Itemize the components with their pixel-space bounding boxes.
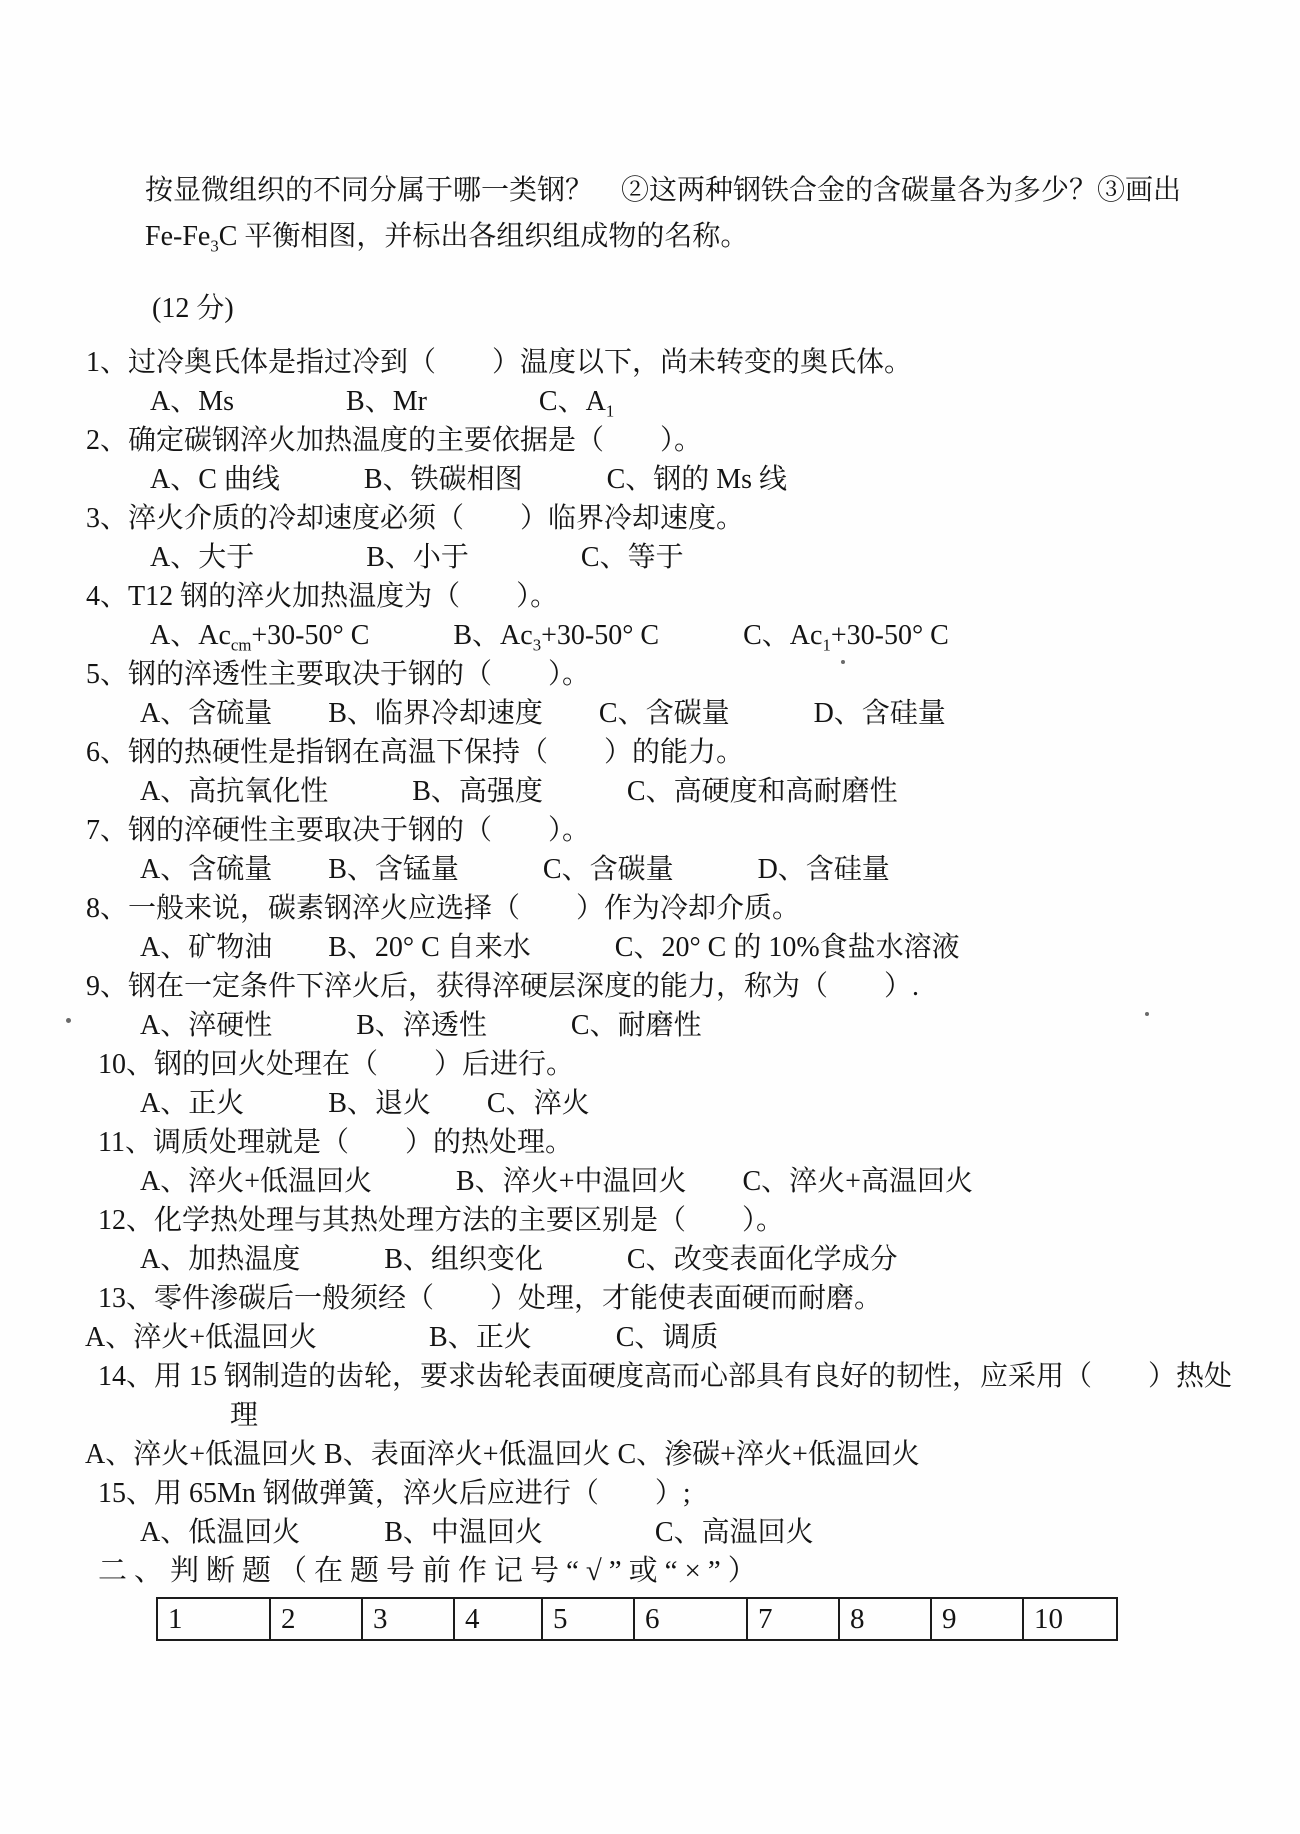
intro-paragraph bbox=[0, 168, 1300, 260]
section2-title: 二、判断题（在题号前作记号“√”或“×”） bbox=[98, 1555, 764, 1587]
scan-speck bbox=[1145, 1012, 1149, 1016]
judge-cell-6: 6 bbox=[635, 1599, 748, 1639]
question-8-stem: 8、一般来说，碳素钢淬火应选择（ ）作为冷却介质。 bbox=[86, 893, 801, 924]
question-8 bbox=[0, 889, 1300, 967]
question-7 bbox=[0, 811, 1300, 889]
judge-cell-7: 7 bbox=[748, 1599, 840, 1639]
question-12-options: A、加热温度 B、组织变化 C、改变表面化学成分 bbox=[140, 1244, 898, 1275]
question-12 bbox=[0, 1201, 1300, 1279]
question-4 bbox=[0, 577, 1300, 655]
judge-cell-10: 10 bbox=[1034, 1603, 1063, 1635]
intro-line-2: $Fe-Fe_3C$ 平衡相图，并标出各组织组成物的名称。 bbox=[145, 221, 749, 256]
question-3-stem: 3、淬火介质的冷却速度必须（ ）临界冷却速度。 bbox=[86, 503, 745, 534]
judge-cell-2: 2 bbox=[271, 1599, 363, 1639]
question-5-stem: 5、钢的淬透性主要取决于钢的（ ）。 bbox=[86, 659, 591, 690]
question-2 bbox=[0, 421, 1300, 499]
judge-cell-1: 1 bbox=[158, 1599, 271, 1639]
question-13 bbox=[0, 1279, 1300, 1357]
question-7-stem: 7、钢的淬硬性主要取决于钢的（ ）。 bbox=[86, 815, 591, 846]
question-1-stem: 1、过冷奥氏体是指过冷到（ ）温度以下，尚未转变的奥氏体。 bbox=[86, 347, 913, 378]
question-13-stem: 13、零件渗碳后一般须经（ ）处理，才能使表面硬而耐磨。 bbox=[98, 1283, 883, 1314]
question-6-stem: 6、钢的热硬性是指钢在高温下保持（ ）的能力。 bbox=[86, 737, 745, 768]
question-3 bbox=[0, 499, 1300, 577]
question-1 bbox=[0, 343, 1300, 421]
question-14-stem-wrap: 理 bbox=[230, 1400, 259, 1431]
multiple-choice-section bbox=[0, 343, 1300, 1552]
scan-speck bbox=[66, 1018, 71, 1023]
judgement-answer-table bbox=[156, 1597, 1118, 1641]
judge-cell-9: 9 bbox=[932, 1599, 1024, 1639]
question-9-options: A、淬硬性 B、淬透性 C、耐磨性 bbox=[140, 1010, 702, 1041]
judge-cell-4: 4 bbox=[455, 1599, 543, 1639]
question-14-options: A、淬火+低温回火 B、表面淬火+低温回火 C、渗碳+淬火+低温回火 bbox=[85, 1439, 920, 1470]
question-5 bbox=[0, 655, 1300, 733]
question-10-options: A、正火 B、退火 C、淬火 bbox=[140, 1088, 590, 1119]
question-5-options: A、含硫量 B、临界冷却速度 C、含碳量 D、含硅量 bbox=[140, 698, 946, 729]
question-4-stem: 4、T12 钢的淬火加热温度为（ ）。 bbox=[86, 581, 559, 612]
question-12-stem: 12、化学热处理与其热处理方法的主要区别是（ ）。 bbox=[98, 1205, 785, 1236]
question-7-options: A、含硫量 B、含锰量 C、含碳量 D、含硅量 bbox=[140, 854, 890, 885]
question-11-stem: 11、调质处理就是（ ）的热处理。 bbox=[98, 1127, 573, 1158]
judge-cell-5: 5 bbox=[543, 1599, 635, 1639]
question-6 bbox=[0, 733, 1300, 811]
question-14 bbox=[0, 1357, 1300, 1474]
question-15-options: A、低温回火 B、中温回火 C、高温回火 bbox=[140, 1517, 814, 1548]
question-1-options: A、Ms B、Mr C、$A_1$ bbox=[150, 386, 615, 421]
question-10 bbox=[0, 1045, 1300, 1123]
question-4-options: A、$Ac_{cm}+30-50^\circ$ C B、$Ac_3+30-50^\circ$ C C、$Ac_1+30-50^\circ$ C bbox=[150, 620, 949, 655]
question-9-stem: 9、钢在一定条件下淬火后，获得淬硬层深度的能力，称为（ ）. bbox=[86, 971, 920, 1002]
judge-cell-3: 3 bbox=[363, 1599, 455, 1639]
question-2-options: A、C 曲线 B、铁碳相图 C、钢的 Ms 线 bbox=[150, 464, 788, 495]
scan-speck bbox=[841, 660, 845, 664]
question-10-stem: 10、钢的回火处理在（ ）后进行。 bbox=[98, 1049, 575, 1080]
question-3-options: A、大于 B、小于 C、等于 bbox=[150, 542, 684, 573]
question-6-options: A、高抗氧化性 B、高强度 C、高硬度和高耐磨性 bbox=[140, 776, 898, 807]
question-15-stem: 15、用 65Mn 钢做弹簧，淬火后应进行（ ）; bbox=[98, 1478, 691, 1509]
judge-cell-8: 8 bbox=[840, 1599, 932, 1639]
question-2-stem: 2、确定碳钢淬火加热温度的主要依据是（ ）。 bbox=[86, 425, 703, 456]
question-11-options: A、淬火+低温回火 B、淬火+中温回火 C、淬火+高温回火 bbox=[140, 1166, 973, 1197]
question-8-options: A、矿物油 B、20° C 自来水 C、20° C 的 10%食盐水溶液 bbox=[140, 932, 960, 963]
points-note: (12 分) bbox=[152, 293, 234, 324]
question-13-options: A、淬火+低温回火 B、正火 C、调质 bbox=[85, 1322, 719, 1353]
question-11 bbox=[0, 1123, 1300, 1201]
intro-line-1: 按显微组织的不同分属于哪一类钢？ ②这两种钢铁合金的含碳量各为多少？③画出 bbox=[145, 175, 1182, 206]
question-15 bbox=[0, 1474, 1300, 1552]
question-14-stem: 14、用 15 钢制造的齿轮，要求齿轮表面硬度高而心部具有良好的韧性，应采用（ ）热处 bbox=[98, 1361, 1233, 1392]
question-9 bbox=[0, 967, 1300, 1045]
